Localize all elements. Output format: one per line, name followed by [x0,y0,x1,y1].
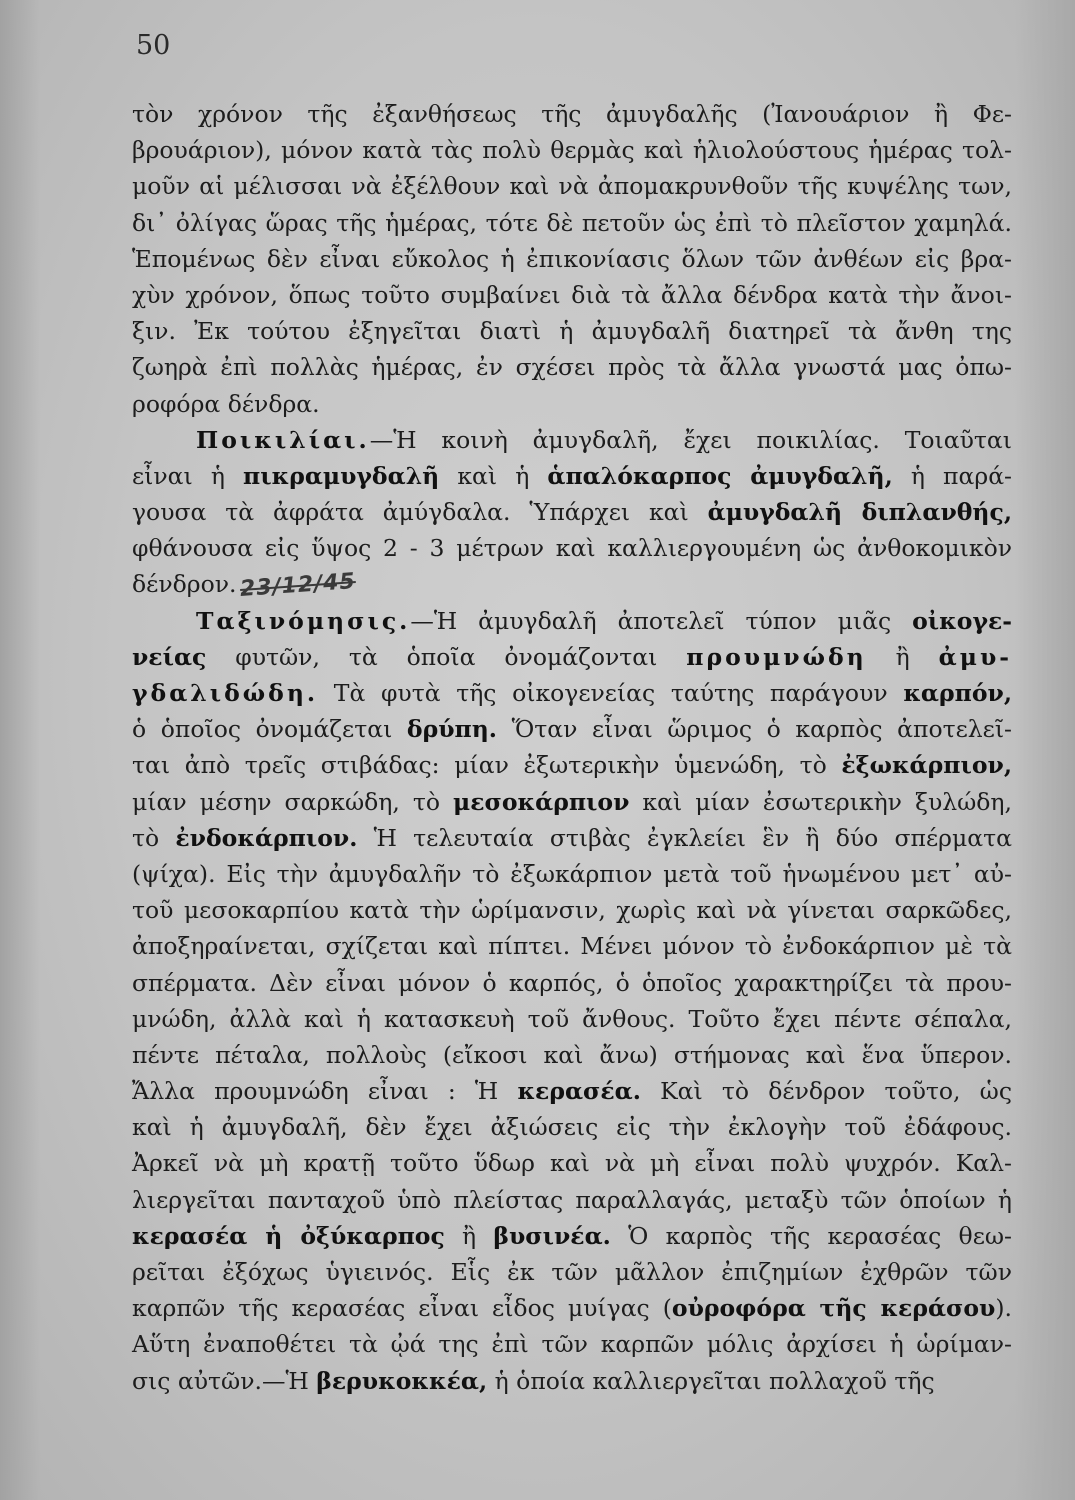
text-line [132,1037,1012,1073]
bold-term: ἁπαλόκαρπος ἀμυγδαλῆ, [547,461,893,490]
text-line [132,784,1012,820]
bold-term: νείας [132,642,207,671]
text-line [132,96,1012,132]
page-edge-shadow-left [0,0,40,1500]
text-run: ἢ [866,642,939,671]
bold-term: δρύπη. [406,715,497,744]
text-line [132,205,1012,241]
text-run: φυτῶν, τὰ ὁποῖα ὀνομάζονται [206,642,687,671]
bold-term: Ταξινόμησις. [196,606,411,635]
text-line [132,168,1012,204]
text-run: πέντε πέταλα, πολλοὺς (εἴκοσι καὶ ἄνω) στήμονας καὶ ἕνα ὕπερον. [132,1040,1012,1069]
text-run: ζωηρὰ ἐπὶ πολλὰς ἡμέρας, ἐν σχέσει πρὸς τὰ ἄλλα γνωστά μας ὀπω- [132,353,1012,382]
text-line [132,313,1012,349]
text-run: μίαν μέσην σαρκώδη, τὸ [132,787,454,816]
bold-term: πικραμυγδαλῆ [243,461,440,490]
bold-term: βερυκοκκέα, [316,1366,488,1395]
bold-term: ἀμυ- [938,642,1012,671]
bold-term: ἐνδοκάρπιον. [175,823,358,852]
text-run: Ἑπομένως δὲν εἶναι εὔκολος ἡ ἐπικονίασις ὅλων τῶν ἀνθέων εἰς βρα- [132,244,1012,273]
body-text [132,96,1012,1399]
text-line [132,277,1012,313]
text-run: Ἄλλα προυμνώδη εἶναι : Ἡ [132,1077,518,1106]
text-run: Τὰ φυτὰ τῆς οἰκογενείας ταύτης παράγουν [318,679,904,707]
text-run: γουσα τὰ ἀφράτα ἀμύγδαλα. Ὑπάρχει καὶ [132,498,708,527]
text-line [132,1145,1012,1181]
text-line [132,711,1012,747]
text-run: σπέρματα. Δὲν εἶναι μόνον ὁ καρπός, ὁ ὁποῖος χαρακτηρίζει τὰ πρου- [132,968,1012,997]
text-line [132,675,1012,711]
text-line [132,349,1012,385]
text-line [132,892,1012,928]
text-run: ). [995,1294,1012,1323]
text-line [132,241,1012,277]
text-run: ἡ ὁποία καλλιεργεῖται πολλαχοῦ τῆς [487,1366,935,1395]
text-line [132,1182,1012,1218]
text-line [132,530,1012,566]
text-run: τὸ [132,823,176,852]
text-run: μνώδη, ἀλλὰ καὶ ἡ κατασκευὴ τοῦ ἄνθους. Τοῦτο ἔχει πέντε σέπαλα, [132,1004,1012,1033]
text-run: καὶ ἡ [439,461,548,490]
bold-term: οὐροφόρα τῆς κεράσου [671,1294,996,1323]
bold-term: οἰκογε- [912,606,1012,635]
bold-term: κερασέα ἡ ὀξύκαρπος [132,1221,445,1250]
bold-term: βυσινέα. [493,1221,611,1250]
page-edge-shadow-right [1015,0,1075,1500]
text-run: δένδρον. [132,570,237,599]
bold-term: καρπόν, [903,679,1012,707]
text-run: Ἀρκεῖ νὰ μὴ κρατῇ τοῦτο ὕδωρ καὶ νὰ μὴ εἶναι πολὺ ψυχρόν. Καλ- [132,1149,1012,1178]
bold-term: Ποικιλίαι. [196,425,370,454]
text-run: Ἡ τελευταία στιβὰς ἐγκλείει ἓν ἢ δύο σπέρματα [357,823,1012,852]
text-run: λιεργεῖται πανταχοῦ ὑπὸ πλείστας παραλλαγάς, μεταξὺ τῶν ὁποίων ἡ [132,1185,1012,1214]
bold-term: γδαλιδώδη. [132,679,319,707]
text-run: βρουάριον), μόνον κατὰ τὰς πολὺ θερμὰς καὶ ἡλιολούστους ἡμέρας τολ- [132,136,1012,165]
text-run: Καὶ τὸ δένδρον τοῦτο, ὡς [640,1077,1012,1106]
text-run: ὁ ὁποῖος ὀνομάζεται [132,715,407,744]
text-line [132,1290,1012,1326]
text-line [132,1218,1012,1254]
text-line [132,639,1012,675]
text-run: καὶ ἡ ἀμυγδαλῆ, δὲν ἔχει ἀξιώσεις εἰς τὴν ἐκλογὴν τοῦ ἐδάφους. [132,1113,1012,1142]
text-line [132,458,1012,494]
text-line [132,1001,1012,1037]
text-run: καρπῶν τῆς κερασέας εἶναι εἶδος μυίγας ( [132,1294,672,1323]
bold-term: ἐξωκάρπιον, [841,751,1012,780]
text-run: ται ἀπὸ τρεῖς στιβάδας: μίαν ἐξωτερικὴν ὑμενώδη, τὸ [132,751,842,780]
text-run: τὸν χρόνον τῆς ἐξανθήσεως τῆς ἀμυγδαλῆς (Ἰανουάριον ἢ Φε- [132,100,1012,128]
text-line [132,965,1012,1001]
text-run: μοῦν αἱ μέλισσαι νὰ ἐξέλθουν καὶ νὰ ἀπομακρυνθοῦν τῆς κυψέλης των, [132,172,1012,201]
bold-term: κερασέα. [517,1077,641,1106]
text-line [132,494,1012,530]
text-run: ἢ [444,1221,494,1250]
text-line [132,422,1012,458]
text-run: ρεῖται ἐξόχως ὑγιεινός. Εἷς ἐκ τῶν μᾶλλον ἐπιζημίων ἐχθρῶν τῶν [132,1258,1012,1286]
text-line [132,856,1012,892]
text-line [132,1073,1012,1109]
text-line [132,386,1012,422]
text-line [132,747,1012,783]
text-run: τοῦ μεσοκαρπίου κατὰ τὴν ὡρίμανσιν, χωρὶς καὶ νὰ γίνεται σαρκῶδες, [132,896,1012,925]
text-run: χὺν χρόνον, ὅπως τοῦτο συμβαίνει διὰ τὰ ἄλλα δένδρα κατὰ τὴν ἄνοι- [132,280,1012,309]
bold-term: μεσοκάρπιον [453,787,630,816]
bold-term: προυμνώδη [686,642,867,671]
text-run: ἀποξηραίνεται, σχίζεται καὶ πίπτει. Μένει μόνον τὸ ἐνδοκάρπιον μὲ τὰ [132,932,1012,961]
text-line [132,566,1012,602]
text-line [132,1326,1012,1362]
text-run: Ὁ καρπὸς τῆς κερασέας θεω- [610,1221,1012,1250]
text-run: Αὕτη ἐναποθέτει τὰ ᾠά της ἐπὶ τῶν καρπῶν μόλις ἀρχίσει ἡ ὡρίμαν- [132,1330,1012,1359]
text-run: —Ἡ ἀμυγδαλῆ ἀποτελεῖ τύπον μιᾶς [410,606,913,635]
text-run: δι᾽ ὀλίγας ὥρας τῆς ἡμέρας, τότε δὲ πετοῦν ὡς ἐπὶ τὸ πλεῖστον χαμηλά. [132,208,1012,237]
text-run: καὶ μίαν ἐσωτερικὴν ξυλώδη, [629,787,1012,816]
text-run: φθάνουσα εἰς ὕψος 2 - 3 μέτρων καὶ καλλιεργουμένη ὡς ἀνθοκομικὸν [132,534,1012,563]
bold-term: ἀμυγδαλῆ διπλανθής, [707,498,1012,527]
page-number: 50 [136,30,171,61]
text-run: ξιν. Ἐκ τούτου ἐξηγεῖται διατὶ ἡ ἀμυγδαλῆ διατηρεῖ τὰ ἄνθη της [132,317,1012,346]
text-run: ἡ παρά- [892,461,1012,490]
text-line [132,1254,1012,1290]
text-run: (ψίχα). Εἰς τὴν ἀμυγδαλῆν τὸ ἐξωκάρπιον μετὰ τοῦ ἡνωμένου μετ᾽ αὐ- [132,859,1012,888]
text-run: ροφόρα δένδρα. [132,389,320,418]
text-line [132,603,1012,639]
text-run: —Ἡ κοινὴ ἀμυγδαλῆ, ἔχει ποικιλίας. Τοιαῦται [369,425,1012,454]
text-line [132,820,1012,856]
text-run: σις αὐτῶν.—Ἡ [132,1366,317,1395]
text-run: εἶναι ἡ [132,461,244,490]
text-line [132,132,1012,168]
handwritten-date-stamp: 23/12/45 [239,569,358,603]
text-line [132,928,1012,964]
text-line [132,1109,1012,1145]
text-run: Ὅταν εἶναι ὥριμος ὁ καρπὸς ἀποτελεῖ- [496,715,1012,744]
text-line [132,1363,1012,1399]
